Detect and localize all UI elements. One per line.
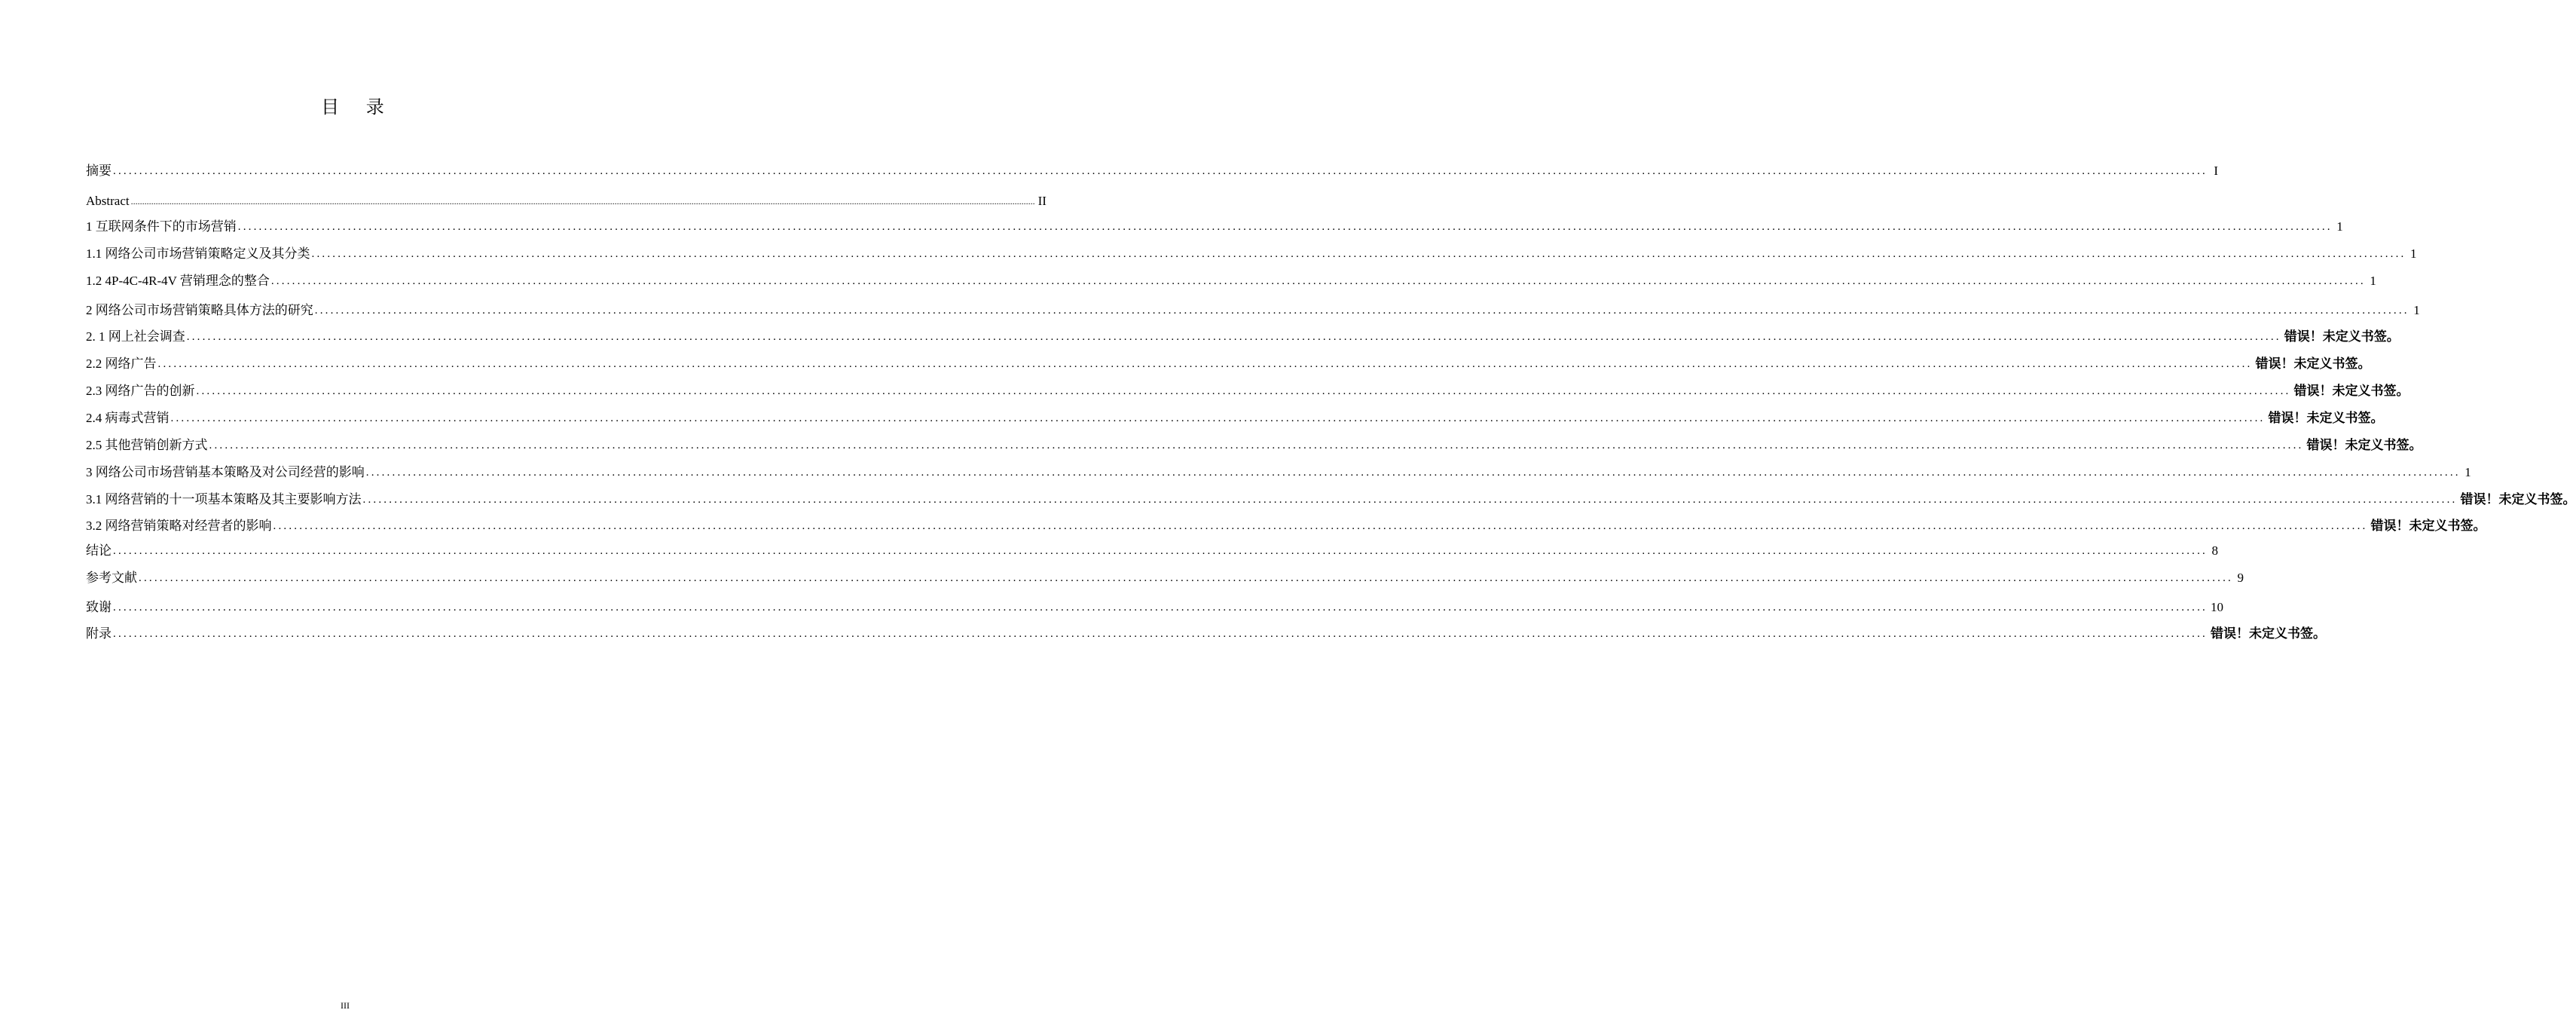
toc-entry-page: 1 [2413, 303, 2420, 317]
toc-entry[interactable] [86, 436, 2422, 454]
toc-entry-label: 2 网络公司市场营销策略具体方法的研究 [86, 303, 313, 317]
toc-entry-page: 错误！未定义书签。 [2268, 411, 2384, 426]
toc-entry-label: 1.2 4P-4C-4R-4V 营销理念的整合 [86, 274, 270, 288]
toc-entry-label: 2. 1 网上社会调查 [86, 329, 185, 344]
toc-leader-dots: ................................................................................................................................................................................................................................................................................................................................................................................................................ [196, 385, 2291, 397]
toc-entry-page: 错误！未定义书签。 [2306, 438, 2422, 453]
toc-entry-label: 2.3 网络广告的创新 [86, 384, 195, 398]
toc-leader-dots: ................................................................................................................................................................................................................................................................................................................................................................................................................ [139, 572, 2233, 584]
toc-entry[interactable] [86, 490, 2576, 508]
toc-entry[interactable] [86, 541, 2218, 559]
toc-entry-page: II [1037, 194, 1047, 208]
toc-leader-dots: ................................................................................................................................................................................................................................................................................................................................................................................................................ [113, 545, 2208, 557]
toc-entry-label: 结论 [86, 543, 112, 558]
toc-entry[interactable] [86, 217, 2343, 235]
toc-entry[interactable] [86, 598, 2223, 616]
page-number-footer: III [341, 1000, 350, 1011]
toc-entry[interactable] [86, 409, 2384, 427]
toc-entry-label: 2.2 网络广告 [86, 357, 157, 371]
toc-entry-label: 3.2 网络营销策略对经营者的影响 [86, 519, 272, 533]
toc-entry[interactable] [86, 624, 2326, 642]
toc-leader-dots: ................................................................................................................................................................................................................................................................................................................................................................................................................ [273, 520, 2368, 532]
toc-leader-dots: ................................................................................................................................................................................................................................................................................................................................................................................................................ [362, 494, 2458, 506]
toc-leader-dots: ................................................................................................................................................................................................................................................................................................................................................................................................................ [186, 331, 2281, 343]
toc-leader-dots: ................................................................................................................................................................................................................................................................................................................................................................................................................ [209, 439, 2304, 451]
toc-entry-page: 错误！未定义书签。 [2284, 329, 2400, 344]
toc-entry[interactable] [86, 354, 2371, 372]
toc-entry[interactable] [86, 516, 2486, 534]
toc-entry-label: Abstract [86, 194, 130, 208]
toc-leader-dots: ................................................................................................................................................................................................................................................................................................................................................................................................................ [157, 358, 2253, 370]
toc-entry[interactable] [86, 463, 2471, 481]
toc-entry-page: 1 [2370, 274, 2376, 288]
toc-entry[interactable] [86, 381, 2409, 399]
toc-leader-dots: ................................................................................................................................................................................................................................................................................................................................................................................................................ [270, 275, 2366, 287]
toc-entry-label: 3.1 网络营销的十一项基本策略及其主要影响方法 [86, 492, 362, 506]
toc-entry[interactable] [86, 271, 2376, 289]
toc-entry-label: 致谢 [86, 600, 112, 614]
toc-leader-dots: ................................................................................................................................................................................................................................................................................................................................................................................................................ [237, 221, 2333, 233]
toc-entry-page: 1 [2410, 246, 2417, 261]
toc-leader-dots: ................................................................................................................................................................................................................................................................................................................................................................................................................ [365, 467, 2461, 479]
toc-leader-dots: ................................................................................................................................................................................................................................................................................................................................................................................................................ [130, 196, 1035, 207]
toc-entry[interactable] [86, 327, 2400, 345]
toc-leader-dots: ................................................................................................................................................................................................................................................................................................................................................................................................................ [311, 248, 2406, 260]
toc-entry-page: I [2214, 164, 2218, 178]
toc-entry-page: 错误！未定义书签。 [2460, 492, 2576, 507]
toc-entry[interactable] [86, 568, 2244, 586]
toc-entry-label: 1.1 网络公司市场营销策略定义及其分类 [86, 246, 310, 261]
toc-leader-dots: ................................................................................................................................................................................................................................................................................................................................................................................................................ [113, 601, 2208, 614]
toc-entry-page: 1 [2336, 219, 2343, 234]
toc-entry-label: 2.5 其他营销创新方式 [86, 438, 208, 452]
toc-entry-page: 10 [2211, 600, 2223, 614]
toc-entry-page: 错误！未定义书签。 [2255, 357, 2371, 372]
toc-leader-dots: ................................................................................................................................................................................................................................................................................................................................................................................................................ [113, 628, 2208, 640]
toc-leader-dots: ................................................................................................................................................................................................................................................................................................................................................................................................................ [170, 412, 2266, 424]
toc-entry-label: 附录 [86, 626, 112, 641]
toc-entry-page: 错误！未定义书签。 [2211, 626, 2326, 641]
toc-leader-dots: ................................................................................................................................................................................................................................................................................................................................................................................................................ [113, 165, 2208, 177]
toc-entry-label: 3 网络公司市场营销基本策略及对公司经营的影响 [86, 465, 365, 479]
toc-entry-label: 摘要 [86, 164, 112, 178]
toc-leader-dots: ................................................................................................................................................................................................................................................................................................................................................................................................................ [314, 305, 2409, 317]
toc-entry-label: 1 互联网条件下的市场营销 [86, 219, 237, 234]
toc-entry[interactable] [86, 301, 2420, 319]
toc-entry[interactable] [86, 161, 2218, 179]
page-title: 目 录 [321, 96, 395, 118]
toc-entry-page: 错误！未定义书签。 [2370, 519, 2486, 534]
toc-entry-label: 2.4 病毒式营销 [86, 411, 170, 425]
toc-entry-label: 参考文献 [86, 571, 137, 585]
toc-entry[interactable] [86, 244, 2417, 262]
toc-entry-page: 错误！未定义书签。 [2293, 384, 2409, 399]
toc-entry-page: 9 [2237, 571, 2244, 585]
toc-entry-page: 1 [2464, 465, 2471, 479]
toc-entry[interactable] [86, 191, 1047, 210]
toc-entry-page: 8 [2211, 543, 2218, 558]
